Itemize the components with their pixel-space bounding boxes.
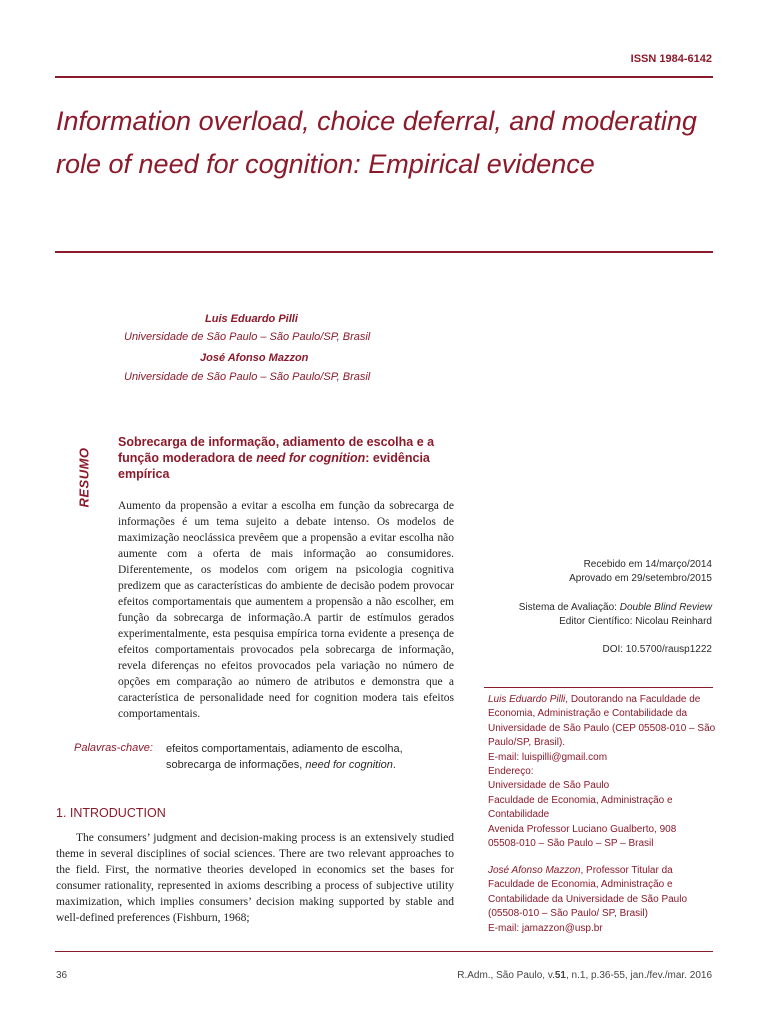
review-prefix: Sistema de Avaliação: [518,602,620,613]
bio-address-line-1: Universidade de São Paulo [488,780,610,792]
bio-author-1 [488,693,716,851]
citation-part-a: R.Adm., São Paulo, v. [457,970,555,981]
keywords-part-c: . [392,758,396,771]
author-affiliation-2: Universidade de São Paulo – São Paulo/SP, Brasil [124,371,371,383]
scientific-editor: Editor Científico: Nicolau Reinhard [559,616,712,627]
author-name-1: Luis Eduardo Pilli [205,313,298,325]
doi-link[interactable]: DOI: 10.5700/rausp1222 [602,644,712,655]
bio-address-line-2: Faculdade de Economia, Administração e Contabilidade [488,794,673,821]
journal-citation [457,970,712,981]
bio-address-label: Endereço: [488,766,534,778]
keywords-label: Palavras-chave: [74,742,153,754]
introduction-heading: 1. INTRODUCTION [56,806,166,820]
page-number: 36 [56,970,68,981]
bio-rule [484,687,713,688]
resumo-body: Aumento da propensão a evitar a escolha em função da sobrecarga de informações é um tema sujeito a debate intenso. Os modelos de maximização neoclássica prevêem que a propensão a evitar escolha não aumente com a oferta de mais informação ao consumidores. Diferentemente, os modelos com origem na psicologia cognitiva predizem que as características do ambiente de decisão podem provocar efeitos comportamentais que aumentem a propensão a não escolher, em função da sobrecarga de informação.A partir de estímulos gerados experimentalmente, esta pesquisa empírica torna evidente a presença de efeitos comportamentais provocados pela sobrecarga de informação, revela diferenças no efeitos provocados pela variação no número de opções em comparação ao número de atributos e demonstra que a característica de personalidade need for cognition modera tais efeitos comportamentais. [118,500,454,720]
header-rule [55,76,713,78]
bio-name-2: José Afonso Mazzon [488,865,581,876]
bio-address-line-3: Avenida Professor Luciano Gualberto, 908 [488,823,677,835]
received-date: Recebido em 14/março/2014 [583,559,712,570]
bio-email-2[interactable]: E-mail: jamazzon@usp.br [488,922,603,934]
review-value: Double Blind Review [619,602,712,613]
approved-date: Aprovado em 29/setembro/2015 [569,573,712,584]
footer-rule [55,951,713,952]
bio-name-1: Luis Eduardo Pilli [488,694,566,705]
resumo-title-part-c: : evidência empírica [118,451,430,481]
bio-email-1[interactable]: E-mail: luispilli@gmail.com [488,751,608,763]
bio-author-2 [488,864,716,936]
author-name-2: José Afonso Mazzon [200,352,309,364]
bio-address-line-4: 05508-010 – São Paulo – SP – Brasil [488,838,654,850]
title-rule [55,251,713,253]
author-affiliation-1: Universidade de São Paulo – São Paulo/SP, Brasil [124,331,371,343]
introduction-paragraph: The consumers’ judgment and decision-making process is an extensively studied theme in several disciplines of social sciences. There are two relevant approaches to the field. First, the normative theories developed in economics set the bases for consumer rationality, represented in axioms describing a process of subjective utility maximization, which implies consumers’ decision making supported by stable and well-defined preferences (Fishburn, 1968; [56,832,454,924]
resumo-label: RESUMO [76,447,92,508]
resumo-title-part-a: Sobrecarga de informação, adiamento de escolha e a função moderadora de [118,435,435,465]
citation-part-b: , n.1, p.36-55, jan./fev./mar. 2016 [565,970,712,981]
bio-desc-2: , Professor Titular da Faculdade de Economia, Administração e Contabilidade da Universidade de São Paulo (05508-010 – São Paulo/ SP, Brasil) [488,865,688,920]
introduction-body [56,830,454,926]
review-system [519,601,712,615]
issn-label: ISSN 1984-6142 [630,53,712,65]
resumo-title-italic: need for cognition [256,451,366,465]
keywords-part-a: efeitos comportamentais, adiamento de escolha, sobrecarga de informações, [166,743,403,771]
article-title: Information overload, choice deferral, and moderating role of need for cognition: Empirical evidence [56,106,697,179]
keywords-italic: need for cognition [305,758,393,771]
citation-volume: 51 [554,970,566,981]
keywords-text [166,742,454,773]
resumo-title [118,434,458,482]
bio-desc-1: , Doutorando na Faculdade de Economia, Administração e Contabilidade da Universidade de São Paulo (CEP 05508-010 – São Paulo/SP, Brasil). [488,694,716,749]
